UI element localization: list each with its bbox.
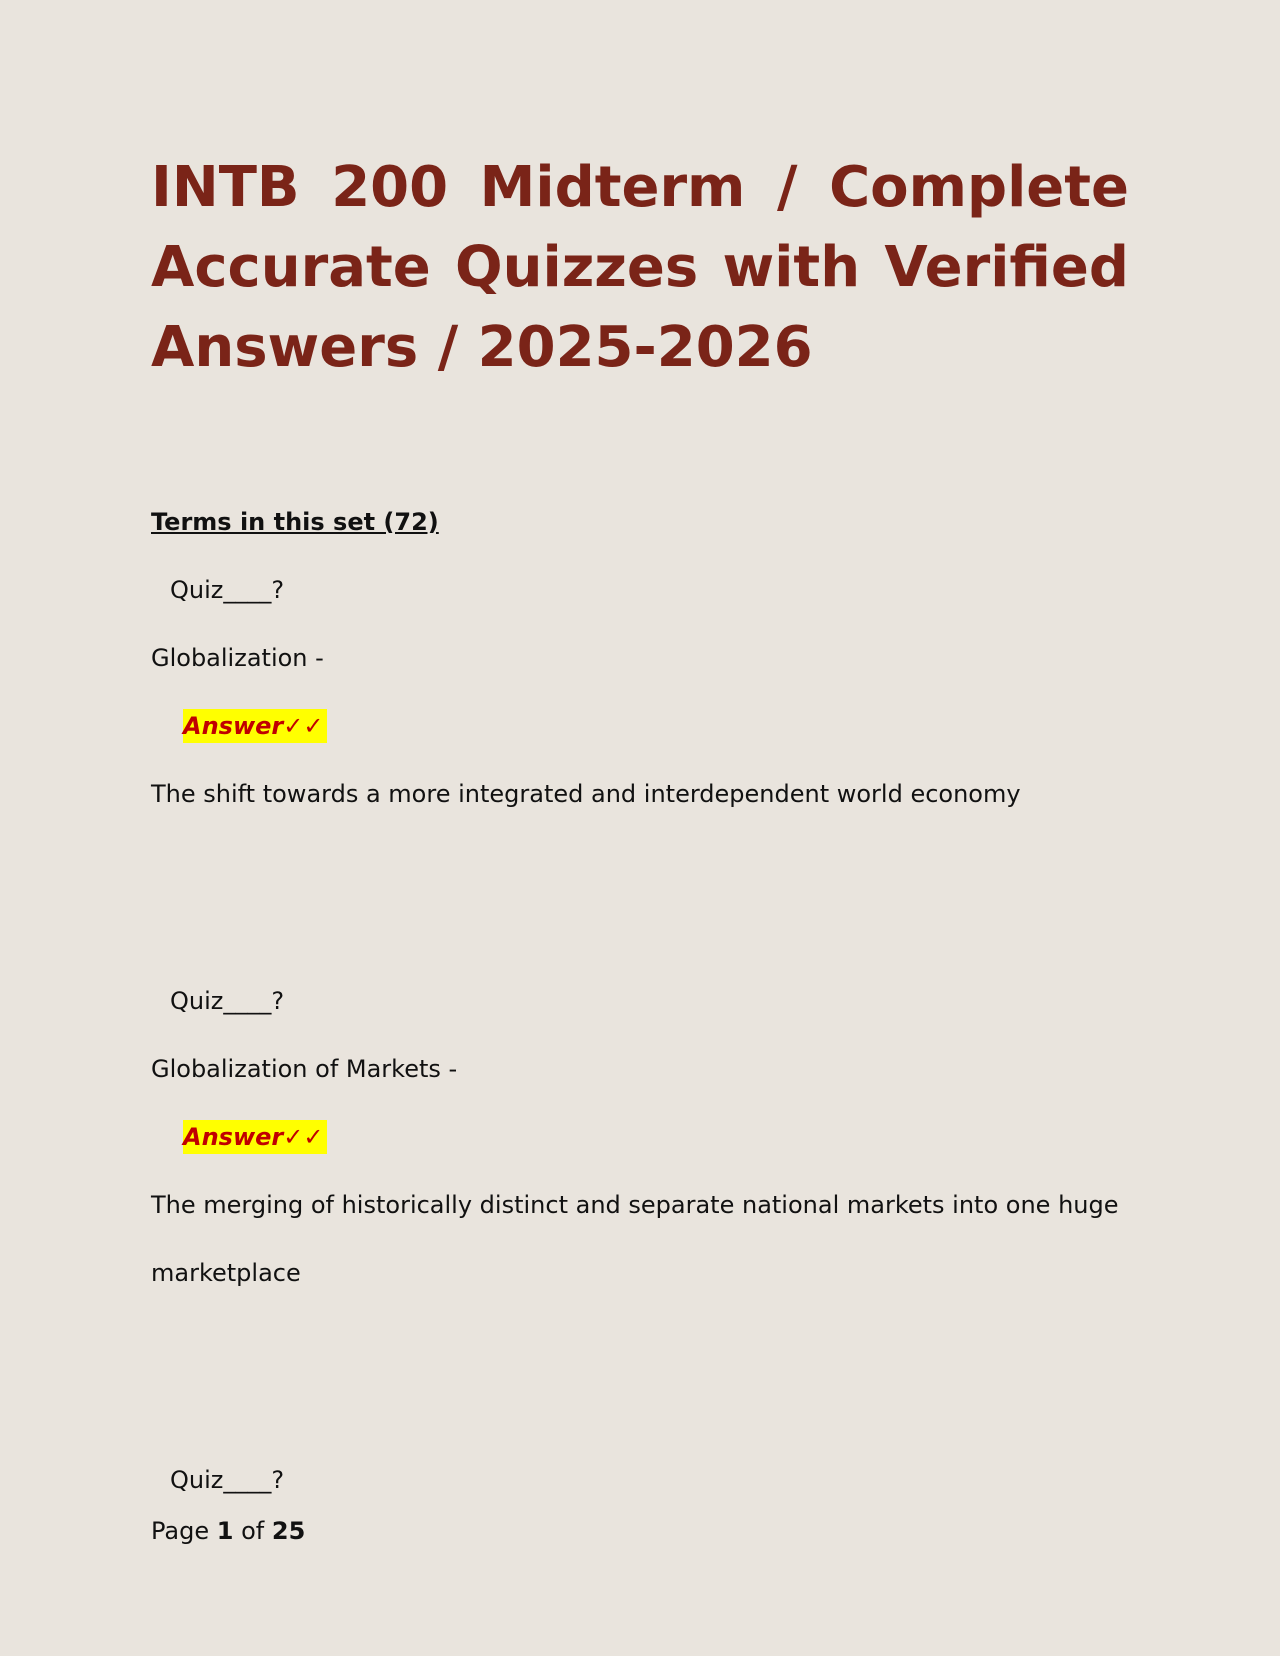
quiz-label: Quiz____? bbox=[170, 576, 285, 604]
definition-text: marketplace bbox=[151, 1259, 301, 1287]
term-text: Globalization of Markets - bbox=[151, 1055, 458, 1083]
answer-label: Answer✓✓ bbox=[183, 709, 327, 743]
page-word: Page bbox=[151, 1517, 210, 1545]
definition-text: The shift towards a more integrated and interdependent world economy bbox=[151, 780, 1021, 808]
quiz-label: Quiz____? bbox=[170, 987, 285, 1015]
answer-label: Answer✓✓ bbox=[183, 1120, 327, 1154]
terms-count-heading: Terms in this set (72) bbox=[151, 508, 439, 536]
term-text: Globalization - bbox=[151, 644, 324, 672]
definition-text: The merging of historically distinct and separate national markets into one huge bbox=[151, 1191, 1119, 1219]
of-word: of bbox=[241, 1517, 265, 1545]
total-pages-number: 25 bbox=[271, 1517, 306, 1545]
current-page-number: 1 bbox=[216, 1517, 234, 1545]
quiz-label: Quiz____? bbox=[170, 1466, 285, 1494]
page-footer bbox=[151, 1514, 305, 1548]
document-title: INTB 200 Midterm / Complete Accurate Quizzes with Verified Answers / 2025-2026 bbox=[151, 155, 1129, 380]
